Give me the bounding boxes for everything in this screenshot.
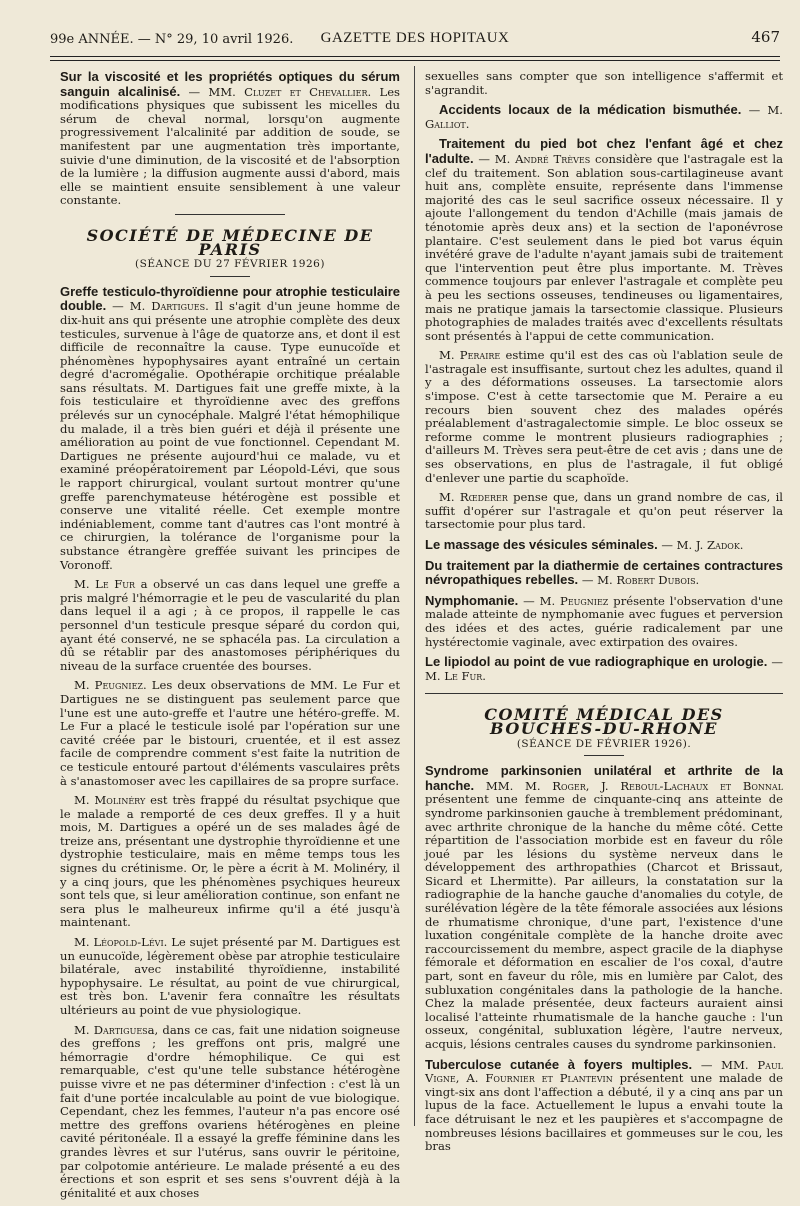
discussion-body: a, dans ce cas, fait une nidation soigneuse des greffons ; les greffons ont pris, malgré une hémorragie d'ordre hémophilique. Ce qui est remarquable, c'est qu'une telle substance hétérogène puisse vivre et ne pas déterminer d'infection : c'est là un fait d'une portée incalculable au point de vue biologique. Cependant, chez les femmes, l'auteur n'a pas encore osé mettre des greffons ovariens hétérogènes en pleine cavité péritonéale. Il a essayé la greffe féminine dans les grandes lèvres et sur l'utérus, sans ouvrir le péritoine, par colpotomie antérieure. Le malade présenté a eu des érections et son esprit et ses sens s'ouvrent déjà à la génitalité et aux choses	[60, 1022, 400, 1200]
discussion-peugniez	[60, 679, 400, 788]
article-bismuth	[425, 103, 783, 131]
article-title: Accidents locaux de la médication bismuthée.	[439, 102, 742, 118]
article-title: Le massage des vésicules séminales.	[425, 537, 658, 552]
page-number: 467	[751, 28, 780, 46]
article-massage	[425, 538, 783, 553]
article-body: présentent une femme de cinquante-cinq ans atteinte de syndrome parkinsonien gauche à tremblement prédominant, avec arthrite chronique de la hanche du même côté. Cette répartition de l'association morbide est en faveur du rôle joué par les lésions du système nerveux dans le développement des arthropathies (Charcot et Brissaut, Sicard et Lhermitte). Par ailleurs, la constatation sur la radiographie de la hanche gauche d'anomalies du cotyle, de surélévation légère de la tête fémorale associées aux lésions de rhumatisme chronique, d'une part, l'existence d'une luxation congénitale complète de la hanche droite avec raccourcissement du membre, aspect gracile de la diaphyse fémorale et déformation en escalier de l'os coxal, d'autre part, sont en faveur du rôle, mis en lumière par Calot, des subluxation congénitales dans la pathologie de la hanche. Chez la malade présentée, deux facteurs auraient ainsi localisé l'atteinte rhumatismale de la hanche gauche : l'un osseux, congénital, subluxation légère, l'autre nerveux, acquis, lésions centrales causes du syndrome parkinsonien.	[425, 792, 783, 1051]
article-title: Tuberculose cutanée à foyers multiples.	[425, 1056, 693, 1072]
journal-title: GAZETTE DES HOPITAUX	[320, 30, 510, 46]
discussion-body: est très frappé du résultat psychique que le malade a remporté de ces deux greffes. Il y a huit mois, M. Dartigues a opéré un de ses malades âgé de treize ans, présentant une dystrophie thyroïdienne et une dystrophie testiculaire, mais en même temps tous les signes du crétinisme. Or, le père a écrit à M. Molinéry, il y a cinq jours, que les phénomènes psychiques heureux sont tels que, si leur amélioration continue, son enfant ne sera plus le malheureux infirme qu'il a été jusqu'à maintenant.	[60, 793, 401, 930]
discussion-dartigues	[60, 1024, 400, 1201]
short-rule	[210, 276, 250, 277]
article-title: Du traitement par la diathermie de certaines contractures névropathiques rebelles.	[425, 557, 783, 588]
discussion-roederer	[425, 491, 783, 532]
article-author: — M. Le Fur.	[425, 655, 783, 683]
article-viscosite	[60, 70, 400, 208]
article-title: Syndrome parkinsonien unilatéral et arthrite de la hanche.	[425, 763, 783, 793]
column-divider	[414, 66, 415, 1126]
seance-date: (SÉANCE DU 27 FÉVRIER 1926)	[135, 258, 325, 271]
discussion-body: a observé un cas dans lequel une greffe a pris malgré l'hémorragie et le peu de vascularité du plan dans lequel il a agi ; à ce propos, il rappelle le cas personnel d'un testicule presque séparé du cordon qui, ayant été conservé, ne se sphacéla pas. La circulation a dû se rétablir par des anastomoses périphériques du niveau de la surface cruentée des bourses.	[60, 577, 400, 673]
article-body: considère que l'astragale est la clef du traitement. Son ablation sous-cartilagineuse avant huit ans, complète ensuite, représente dans l'immense majorité des cas le seul sacrifice osseux nécessaire. Il y ajoute l'allongement du tendon d'Achille (mais jamais de ténotomie après deux ans) et la section de l'aponévrose plantaire. C'est seulement dans le pied bot varus équin invétéré grave de l'adulte n'ayant jamais subi de traitement que l'intervention peut être plus importante. M. Trèves commence toujours par enlever l'astragale et complète peu à peu les sections osseuses, tendineuses ou ligamentaires, mais ne pratique jamais la tarsectomie classique. Plusieurs photographies de malades traités avec d'excellents résultats sont présentés à l'appui de cette communication.	[425, 151, 783, 343]
discussion-leopold	[60, 936, 400, 1018]
speaker-name: M. Molinéry	[74, 793, 146, 808]
article-body: Les modifications physiques que subissent les micelles du sérum de cheval normal, lorsqu'on augmente progressivement l'alcalinité par addition de soude, se manifestent par une augmentation très importante, suivie d'une diminution, de la viscosité et de l'absorption de la lumière ; la diffusion augmente aussi d'abord, mais elle se maintient ensuite sensiblement à une valeur constante.	[60, 84, 401, 208]
speaker-name: M. Dartigues	[74, 1022, 148, 1037]
article-piedbot	[425, 137, 783, 343]
society-heading: COMITÉ MÉDICAL DES BOUCHES-DU-RHONE	[484, 705, 724, 738]
section-rule	[175, 214, 285, 215]
discussion-peraire	[425, 349, 783, 485]
article-nymphomanie	[425, 594, 783, 649]
article-author: — M. Galliot.	[425, 103, 783, 131]
article-author: MM. M. Roger, J. Reboul-Lachaux et Bonnal	[485, 778, 784, 793]
article-tuberculose	[425, 1058, 783, 1154]
article-author: — MM. Paul Vigne, A. Fournier et Plantevin	[425, 1057, 783, 1086]
left-column	[60, 70, 400, 1206]
article-author: — MM. Cluzet et Chevallier.	[188, 84, 372, 99]
article-author: — M. Peugniez	[523, 593, 609, 608]
speaker-name: M. Peraire	[439, 348, 501, 363]
header-rule	[50, 56, 780, 57]
discussion-body: estime qu'il est des cas où l'ablation seule de l'astragale est insuffisante, surtout chez les adultes, quand il y a des déformations osseuses. La tarsectomie alors s'impose. C'est à cette tarsectomie que M. Peraire a eu recours bien souvent chez des malades opérés préalablement d'astragalectomie simple. Le bloc osseux se reforme comme le montrent plusieurs radiographies ; d'ailleurs M. Trèves sera peut-être de cet avis ; dans une de ses observations, en plus de l'astragale, il fut obligé d'enlever une partie du scaphoïde.	[425, 348, 783, 485]
article-greffe	[60, 285, 400, 572]
discussion-body: pense que, dans un grand nombre de cas, il suffit d'opérer sur l'astragale et qu'on peut réserver la tarsectomie pour plus tard.	[425, 490, 783, 532]
article-diathermie	[425, 559, 783, 588]
short-rule	[584, 755, 624, 756]
issue-info: 99e ANNÉE. — N° 29, 10 avril 1926.	[50, 32, 294, 47]
speaker-name: M. Léopold-Lévi.	[74, 935, 168, 950]
article-parkinson	[425, 764, 783, 1051]
article-title: Sur la viscosité et les propriétés optiques du sérum sanguin alcalinisé.	[60, 69, 400, 99]
speaker-name: M. Rœderer	[439, 490, 508, 505]
discussion-body: Le sujet présenté par M. Dartigues est un eunucoïde, légèrement obèse par atrophie testiculaire bilatérale, avec instabilité thyroïdienne, instabilité hypophysaire. Le résultat, au point de vue chirurgical, est très bon. L'avenir fera connaître les résultats ultérieurs au point de vue physiologique.	[60, 935, 401, 1017]
article-body: présentent une malade de vingt-six ans dont l'affection a débuté, il y a cinq ans par un lupus de la face. Actuellement le lupus a envahi toute la face détruisant le nez et les paupières et s'accompagne de nombreuses lésions bacillaires et gommeuses sur le cou, les bras	[425, 1071, 783, 1154]
section-rule	[425, 693, 783, 694]
discussion-molinery	[60, 794, 400, 930]
article-author: — M. André Trèves	[478, 151, 591, 166]
article-title: Le lipiodol au point de vue radiographique en urologie.	[425, 654, 768, 670]
article-body: présente l'observation d'une malade atteinte de nymphomanie avec fugues et perversion des idées et des actes, guérie radicalement par une hystérectomie vaginale, avec extirpation des ovaires.	[425, 593, 784, 649]
article-author: — M. Robert Dubois.	[581, 573, 700, 588]
seance-date: (SÉANCE DE FÉVRIER 1926).	[516, 737, 692, 750]
article-title: Greffe testiculo-thyroïdienne pour atrophie testiculaire double.	[60, 283, 400, 314]
continued-text: sexuelles sans compter que son intelligence s'affermit et s'agrandit.	[425, 69, 783, 97]
article-author: — M. Dartigues.	[112, 299, 209, 314]
article-lipiodol	[425, 655, 783, 683]
article-author: — M. J. Zadok.	[661, 538, 744, 552]
right-column	[425, 70, 783, 1160]
article-title: Nymphomanie.	[425, 592, 519, 608]
speaker-name: M. Le Fur	[74, 577, 136, 592]
society-heading: SOCIÉTÉ DE MÉDECINE DE PARIS	[86, 225, 374, 259]
article-title: Traitement du pied bot chez l'enfant âgé et chez l'adulte.	[425, 136, 783, 166]
page-header	[50, 26, 780, 52]
discussion-lefur	[60, 578, 400, 673]
speaker-name: M. Peugniez.	[74, 678, 147, 693]
article-body: Il s'agit d'un jeune homme de dix-huit ans qui présente une atrophie complète des deux testicules, survenue à l'âge de quatorze ans, et dont il est difficile de reconnaître la cause. Type eunucoïde et phénomènes hypophysaires ayant entraîné un certain degré d'acromégalie. Opothérapie orchitique préalable sans résultats. M. Dartigues fait une greffe mixte, à la fois testiculaire et thyroïdienne avec des greffons prélevés sur un cynocéphale. Malgré l'état hémophilique du malade, il a très bien guéri et déjà il présente une amélioration au point de vue fonctionnel. Cependant M. Dartigues ne présente aujourd'hui ce malade, vu et examiné préopératoirement par Léopold-Lévi, que sous le rapport chirurgical, voulant surtout montrer qu'une greffe parenchymateuse hétérogène est possible et conserve une vitalité réelle. Cet exemple montre indéniablement, comme tant d'autres cas l'ont montré à ce chirurgien, la tolérance de l'organisme pour la substance étrangère greffée suivant les principes de Voronoff.	[60, 299, 400, 572]
discussion-body: Les deux observations de MM. Le Fur et Dartigues ne se distinguent pas seulement parce que l'une est une auto-greffe et l'autre une hétéro-greffe. M. Le Fur a placé le testicule isolé par l'opération sur une cavité créée par le bistouri, cruentée, et il est assez facile de comprendre comment s'est faite la nutrition de ce testicule entouré partout d'éléments vasculaires prêts à s'anastomoser avec les capillaires de sa propre surface.	[60, 678, 401, 788]
header-rule-2	[50, 60, 780, 61]
